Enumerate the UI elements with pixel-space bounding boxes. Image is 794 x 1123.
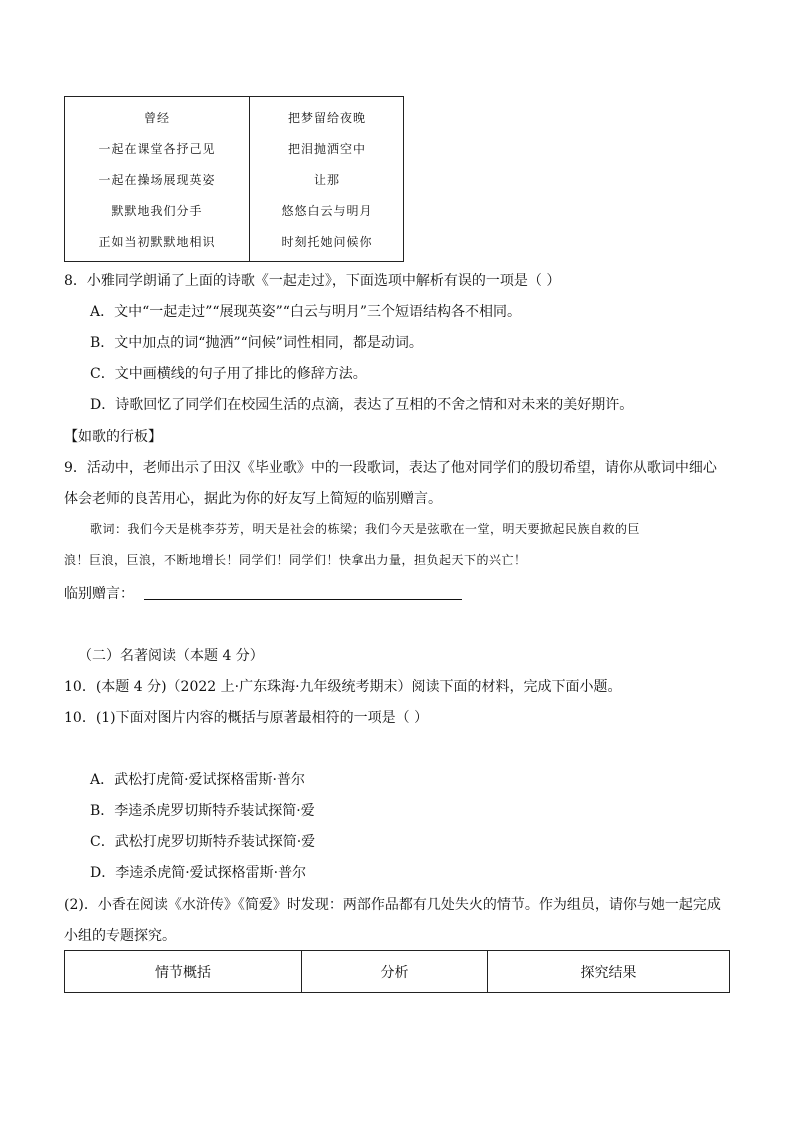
table-header-result: 探究结果	[580, 965, 637, 981]
poem-left-line: 曾经	[143, 111, 170, 125]
poem-right-line: 时刻托她问候你	[281, 235, 373, 249]
poem-right-line: 让那	[313, 173, 340, 187]
question-8-stem: 8．小雅同学朗诵了上面的诗歌《一起走过》，下面选项中解析有误的一项是（ ）	[64, 273, 561, 289]
poem-left-line: 正如当初默默地相识	[98, 235, 216, 249]
question-8-option-b: B．文中加点的词“抛洒”“问候”词性相同，都是动词。	[90, 335, 423, 351]
question-10-option-d: D．李逵杀虎简·爱试探格雷斯·普尔	[90, 865, 307, 881]
question-8-option-c: C．文中画横线的句子用了排比的修辞方法。	[90, 366, 367, 382]
poem-right-line: 悠悠白云与明月	[281, 204, 373, 218]
answer-label: 临别赠言：	[64, 586, 134, 602]
question-8-option-a: A．文中“一起走过”“展现英姿”“白云与明月”三个短语结构各不相同。	[90, 304, 522, 320]
question-10-option-b: B．李逵杀虎罗切斯特乔装试探简·爱	[90, 803, 315, 819]
question-9-lyric-line1: 歌词：我们今天是桃李芬芳，明天是社会的栋梁；我们今天是弦歌在一堂，明天要掀起民族自救的巨	[90, 522, 641, 536]
question-9-stem-line1: 9．活动中，老师出示了田汉《毕业歌》中的一段歌词，表达了他对同学们的殷切希望，请你从歌词中细心	[64, 460, 717, 476]
poem-right-line: 把泪抛洒空中	[287, 142, 366, 156]
question-10-2-line1: (2)．小香在阅读《水浒传》《简爱》时发现：两部作品都有几处失火的情节。作为组员，请你与她一起完成	[64, 897, 721, 913]
answer-line[interactable]	[144, 599, 462, 600]
question-9-stem-line2: 体会老师的良苦用心，据此为你的好友写上简短的临别赠言。	[64, 491, 442, 507]
inquiry-table	[64, 950, 730, 993]
poem-left-line: 一起在操场展现英姿	[98, 173, 216, 187]
table-header-analysis: 分析	[380, 965, 409, 981]
question-9-lyric-line2: 浪！巨浪，巨浪，不断地增长！同学们！同学们！快拿出力量，担负起天下的兴亡！	[64, 553, 527, 567]
question-10-option-c: C．武松打虎罗切斯特乔装试探简·爱	[90, 834, 316, 850]
section-title: 【如歌的行板】	[64, 429, 162, 445]
poem-table	[64, 96, 404, 262]
question-10-1-stem: 10．(1)下面对图片内容的概括与原著最相符的一项是（ ）	[64, 710, 429, 726]
part2-title: （二）名著阅读（本题 4 分）	[78, 648, 264, 664]
question-10-option-a: A．武松打虎简·爱试探格雷斯·普尔	[90, 772, 306, 788]
question-8-option-d: D．诗歌回忆了同学们在校园生活的点滴，表达了互相的不舍之情和对未来的美好期许。	[90, 397, 634, 413]
poem-left-line: 默默地我们分手	[111, 204, 203, 218]
question-10-intro: 10．(本题 4 分)（2022 上·广东珠海·九年级统考期末）阅读下面的材料，完成下面小题。	[64, 679, 622, 695]
poem-left-line: 一起在课堂各抒己见	[98, 142, 216, 156]
table-header-plot: 情节概括	[155, 965, 211, 981]
poem-right-line: 把梦留给夜晚	[287, 111, 366, 125]
question-10-2-line2: 小组的专题探究。	[64, 928, 176, 944]
